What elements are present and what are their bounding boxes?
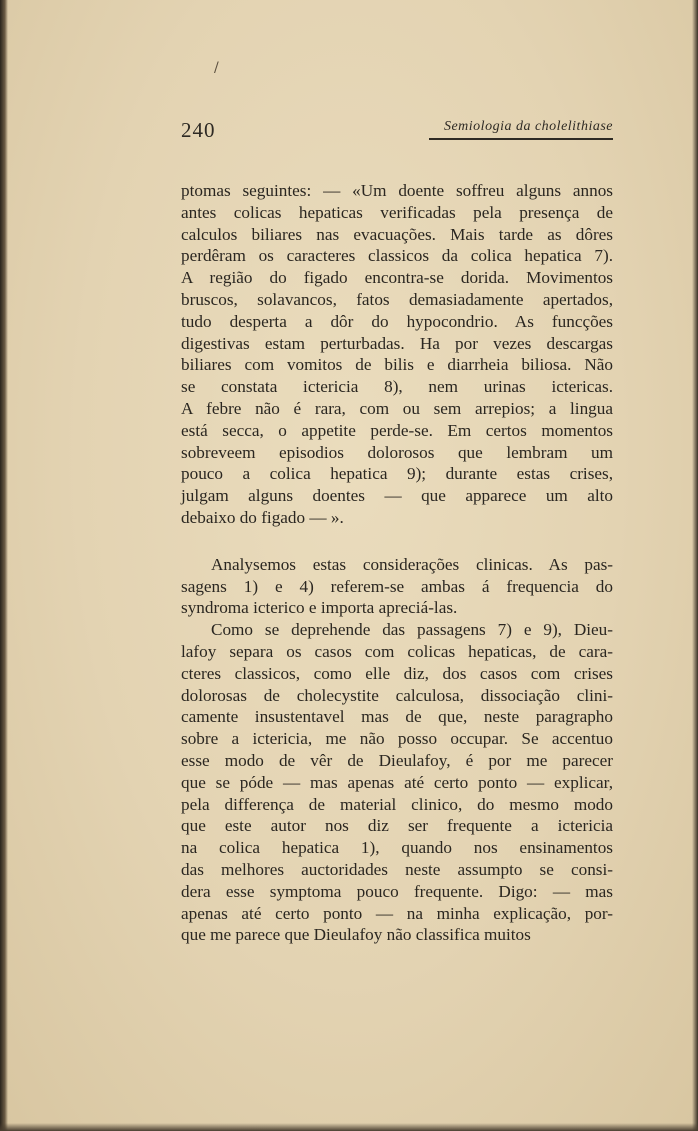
body-text: [181, 180, 613, 946]
text-line: lafoy separa os casos com colicas hepaticas, de cara-: [181, 641, 613, 661]
text-line: pouco a colica hepatica 9); durante estas crises,: [181, 464, 613, 484]
text-line: julgam alguns doentes — que apparece um alto: [181, 486, 613, 506]
text-line: A região do figado encontra-se dorida. Movimentos: [181, 268, 613, 288]
ink-speck: /: [214, 60, 219, 76]
text-line: está secca, o appetite perde-se. Em certos momentos: [181, 420, 613, 440]
page-bottom-edge-shadow: [0, 1123, 698, 1131]
text-line: que se póde — mas apenas até certo ponto — explicar,: [181, 772, 613, 792]
text-line: Como se deprehende das passagens 7) e 9), Dieu-: [211, 620, 613, 640]
page-left-edge-shadow: [0, 0, 8, 1131]
text-line: debaixo do figado — ».: [181, 507, 344, 527]
text-line: sobre a ictericia, me não posso occupar. Se accentuo: [181, 729, 613, 749]
running-title: Semiologia da cholelithiase: [443, 119, 613, 134]
text-line: sobreveem episodios dolorosos que lembram um: [181, 442, 613, 462]
text-line: calculos biliares nas evacuações. Mais tarde as dôres: [181, 224, 613, 244]
text-line: biliares com vomitos de bilis e diarrheia biliosa. Não: [181, 355, 613, 375]
paragraph: [181, 180, 613, 529]
paragraph: [181, 619, 613, 946]
text-line: tudo desperta a dôr do hypocondrio. As funcções: [181, 311, 613, 331]
text-line: dera esse symptoma pouco frequente. Digo: — mas: [181, 881, 613, 901]
text-line: na colica hepatica 1), quando nos ensinamentos: [181, 838, 613, 858]
text-line: camente insustentavel mas de que, neste paragrapho: [181, 707, 613, 727]
text-line: A febre não é rara, com ou sem arrepios; a lingua: [181, 398, 613, 418]
paragraph: [181, 554, 613, 619]
text-line: bruscos, solavancos, fatos demasiadamente apertados,: [181, 289, 613, 309]
text-line: syndroma icterico e importa apreciá-las.: [181, 598, 458, 618]
page-right-edge-shadow: [692, 0, 698, 1131]
text-line: Analysemos estas considerações clinicas. As pas-: [211, 554, 613, 574]
text-line: digestivas estam perturbadas. Ha por vezes descargas: [181, 333, 613, 353]
header-rule: [429, 138, 613, 140]
text-line: ptomas seguintes: — «Um doente soffreu alguns annos: [181, 181, 613, 200]
text-line: antes colicas hepaticas verificadas pela presença de: [181, 202, 613, 222]
page-number: 240: [181, 118, 216, 142]
text-line: se constata ictericia 8), nem urinas ictericas.: [181, 377, 613, 397]
text-line: apenas até certo ponto — na minha explicação, por-: [181, 903, 613, 923]
text-line: perdêram os caracteres classicos da colica hepatica 7).: [181, 246, 613, 266]
text-line: sagens 1) e 4) referem-se ambas á frequencia do: [181, 576, 613, 596]
text-line: que este autor nos diz ser frequente a ictericia: [181, 816, 613, 836]
text-line: pela differença de material clinico, do mesmo modo: [181, 794, 613, 814]
text-line: esse modo de vêr de Dieulafoy, é por me parecer: [181, 750, 613, 770]
text-line: que me parece que Dieulafoy não classifica muitos: [181, 925, 531, 945]
text-line: dolorosas de cholecystite calculosa, dissociação clini-: [181, 685, 613, 705]
paragraph-gap: [181, 529, 613, 554]
text-line: cteres classicos, como elle diz, dos casos com crises: [181, 663, 613, 683]
page-header: [181, 116, 613, 144]
text-line: das melhores auctoridades neste assumpto se consi-: [181, 859, 613, 879]
